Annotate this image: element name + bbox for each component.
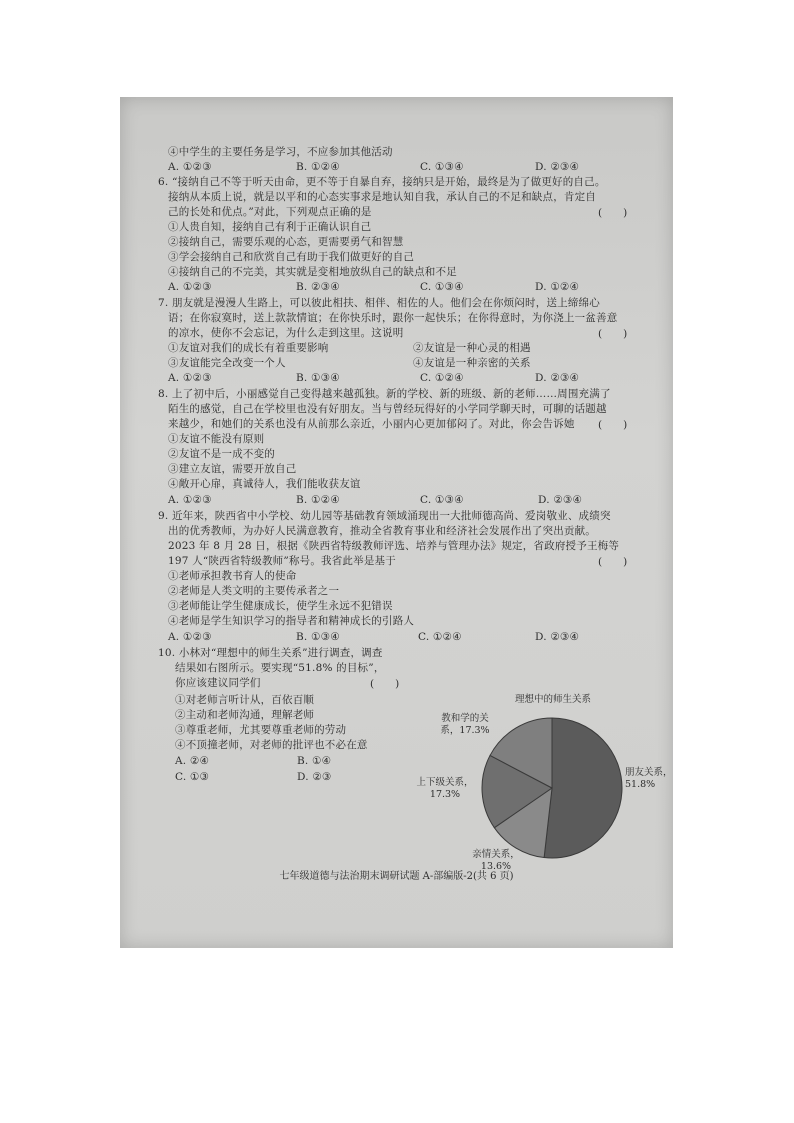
answer-bracket: ( ): [598, 556, 628, 568]
text-line: C. ①③④: [420, 281, 464, 293]
text-line: D. ②③④: [535, 161, 580, 173]
text-line: ①人贵自知，接纳自己有利于正确认识自己: [168, 221, 372, 233]
text-line: 6. “接纳自己不等于听天由命，更不等于自暴自弃，接纳只是开始，最终是为了做更好的自己。: [158, 176, 606, 188]
text-line: ④敞开心扉，真诚待人，我们能收获友谊: [168, 478, 361, 490]
text-line: A. ①②③: [168, 372, 212, 384]
text-line: ①对老师言听计从，百依百顺: [175, 694, 315, 706]
text-line: B. ①④: [297, 755, 332, 767]
text-line: A. ①②③: [168, 494, 212, 506]
text-line: 接纳从本质上说，就是以平和的心态实事求是地认知自我，承认自己的不足和缺点，肯定自: [168, 191, 596, 203]
pie-chart-title: 理想中的师生关系: [514, 694, 592, 705]
pie-slice-label: 教和学的关: [441, 713, 489, 724]
text-line: D. ②③④: [535, 372, 580, 384]
text-line: C. ①③④: [420, 494, 464, 506]
text-line: 7. 朋友就是漫漫人生路上，可以彼此相扶、相伴、相佐的人。他们会在你烦闷时，送上缔绵心: [158, 297, 600, 309]
text-line: 来越少，和她们的关系也没有从前那么亲近，小丽内心更加郁闷了。对此，你会告诉她: [168, 418, 575, 430]
text-line: ④中学生的主要任务是学习，不应参加其他活动: [168, 146, 393, 158]
pie-chart: [120, 97, 673, 948]
text-line: ②友谊是一种心灵的相遇: [413, 342, 531, 354]
text-line: C. ①③: [175, 771, 210, 783]
text-line: ②友谊不是一成不变的: [168, 448, 275, 460]
answer-bracket: ( ): [598, 419, 628, 431]
text-line: C. ①②④: [420, 372, 464, 384]
text-line: C. ①②④: [418, 631, 462, 643]
text-line: D. ②③④: [535, 631, 580, 643]
text-line: ③老师能让学生健康成长，使学生永远不犯错误: [168, 600, 393, 612]
text-line: ③建立友谊，需要开放自己: [168, 463, 297, 475]
text-line: B. ①②④: [296, 494, 340, 506]
text-line: ③学会接纳自己和欣赏自己有助于我们做更好的自己: [168, 251, 415, 263]
text-line: ②主动和老师沟通，理解老师: [175, 709, 315, 721]
text-line: 的凉水，使你不会忘记，为什么走到这里。这说明: [168, 327, 404, 339]
text-line: 结果如右图所示。要实现“51.8% 的目标”，: [175, 662, 385, 674]
text-line: 2023 年 8 月 28 日，根据《陕西省特级教师评选、培养与管理办法》规定，省政府授予王梅等: [168, 540, 620, 552]
text-line: ④老师是学生知识学习的指导者和精神成长的引路人: [168, 615, 415, 627]
text-line: 出的优秀教师，为办好人民满意教育，推动全省教育事业和经济社会发展作出了突出贡献。: [168, 525, 596, 537]
text-line: 语；在你寂寞时，送上款款情谊；在你快乐时，跟你一起快乐；在你得意时，为你浇上一盆善意: [168, 312, 618, 324]
text-line: 8. 上了初中后，小丽感觉自己变得越来越孤独。新的学校、新的班级、新的老师……周围充满了: [158, 388, 611, 400]
pie-slice-value: 17.3%: [429, 789, 461, 800]
text-line: A. ①②③: [168, 161, 212, 173]
text-line: ④不顶撞老师，对老师的批评也不必在意: [175, 739, 368, 751]
text-line: 10. 小林对“理想中的师生关系”进行调查，调查: [158, 647, 383, 659]
text-line: ③友谊能完全改变一个人: [168, 357, 286, 369]
text-line: 己的长处和优点。”对此，下列观点正确的是: [168, 206, 372, 218]
text-line: A. ①②③: [168, 281, 212, 293]
pie-slice: [544, 718, 622, 858]
text-line: B. ①③④: [296, 372, 340, 384]
pie-slice-label: 亲情关系，: [472, 849, 520, 860]
pie-slice-value: 系，17.3%: [440, 725, 490, 736]
text-line: A. ①②③: [168, 631, 212, 643]
text-line: ④接纳自己的不完美，其实就是变相地放纵自己的缺点和不足: [168, 266, 457, 278]
text-line: 197 人“陕西省特级教师”称号。我省此举是基于: [168, 555, 396, 567]
text-line: ④友谊是一种亲密的关系: [413, 357, 531, 369]
pie-slice-label: 上下级关系，: [416, 777, 474, 788]
text-line: 9. 近年来，陕西省中小学校、幼儿园等基础教育领域涌现出一大批师德高尚、爱岗敬业、成绩突: [158, 510, 611, 522]
text-line: A. ②④: [175, 755, 210, 767]
answer-bracket: ( ): [370, 678, 400, 690]
text-line: B. ②③④: [296, 281, 340, 293]
text-line: B. ①③④: [296, 631, 340, 643]
pie-slice-label: 朋友关系，: [625, 767, 673, 778]
text-line: ②接纳自己，需要乐观的心态，更需要勇气和智慧: [168, 236, 404, 248]
pie-slices: [482, 718, 622, 858]
page-footer: 七年级道德与法治期末调研试题 A-部编版-2(共 6 页): [279, 871, 514, 882]
text-line: ①友谊对我们的成长有着重要影响: [168, 342, 329, 354]
text-line: 你应该建议同学们: [175, 677, 261, 689]
text-line: ①老师承担教书育人的使命: [168, 570, 297, 582]
answer-bracket: ( ): [598, 328, 628, 340]
pie-slice-value: 13.6%: [480, 861, 512, 872]
scanned-exam-page: [120, 97, 673, 948]
text-line: D. ①②④: [535, 281, 580, 293]
text-line: 陌生的感觉，自己在学校里也没有好朋友。当与曾经玩得好的小学同学聊天时，可聊的话题越: [168, 403, 607, 415]
answer-bracket: ( ): [598, 207, 628, 219]
text-line: B. ①②④: [296, 161, 340, 173]
text-line: ②老师是人类文明的主要传承者之一: [168, 585, 340, 597]
text-line: ①友谊不能没有原则: [168, 433, 265, 445]
text-line: ③尊重老师，尤其要尊重老师的劳动: [175, 724, 347, 736]
text-line: D. ②③: [297, 771, 332, 783]
text-line: D. ②③④: [538, 494, 583, 506]
pie-slice-value: 51.8%: [625, 779, 656, 790]
text-line: C. ①③④: [420, 161, 464, 173]
